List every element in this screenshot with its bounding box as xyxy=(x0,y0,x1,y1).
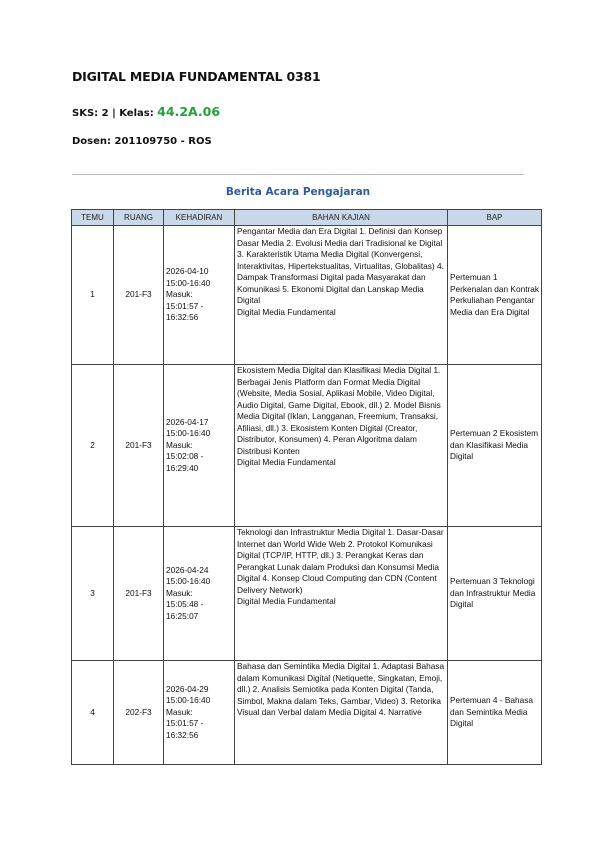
column-header-ruang: RUANG xyxy=(114,210,164,226)
kehadiran-start: 15:01:57 - xyxy=(166,300,204,311)
cell-kehadiran xyxy=(164,527,235,661)
cell-ruang: 201-F3 xyxy=(114,226,164,365)
table-row xyxy=(72,661,542,765)
section-title: Berita Acara Pengajaran xyxy=(225,186,371,198)
kehadiran-masuk-label: Masuk: xyxy=(166,289,193,300)
cell-ruang: 201-F3 xyxy=(114,365,164,527)
kehadiran-time: 15:00-16:40 xyxy=(166,695,211,706)
kehadiran-date: 2026-04-29 xyxy=(166,683,209,694)
bahan-text: Pengantar Media dan Era Digital 1. Definisi dan Konsep Dasar Media 2. Evolusi Media dari Tradisional ke Digital 3. Karakteristik Utama Media Digital (Konvergensi, Interaktivitas, Hipertekstualitas, Virtualitas, Globalitas) 4. Dampak Transformasi Digital pada Masyarakat dan Komunikasi 5. Ekonomi Digital dan Lanskap Media Digital xyxy=(237,226,444,305)
sks-kelas-line xyxy=(72,104,220,119)
cell-ruang: 201-F3 xyxy=(114,527,164,661)
kehadiran-end: 16:29:40 xyxy=(166,462,199,473)
bahan-text: Bahasa dan Semintika Media Digital 1. Adaptasi Bahasa dalam Komunikasi Digital (Netiquette, Singkatan, Emoji, dll.) 2. Analisis Semiotika pada Konten Digital (Tanda, Simbol, Makna dalam Teks, Gambar, Video) 3. Retorika Visual dan Verbal dalam Media Digital 4. Narrative xyxy=(237,661,445,717)
cell-bap: Pertemuan 2 Ekosistem dan Klasifikasi Media Digital xyxy=(448,365,542,527)
cell-bahan-kajian xyxy=(235,226,448,365)
bahan-subtitle: Digital Media Fundamental xyxy=(237,596,336,606)
cell-ruang: 202-F3 xyxy=(114,661,164,765)
kehadiran-masuk-label: Masuk: xyxy=(166,706,193,717)
kehadiran-end: 16:32:56 xyxy=(166,729,199,740)
table-row xyxy=(72,527,542,661)
kehadiran-date: 2026-04-17 xyxy=(166,416,209,427)
divider xyxy=(72,174,524,175)
kehadiran-start: 15:05:48 - xyxy=(166,599,204,610)
cell-temu: 2 xyxy=(72,365,114,527)
kehadiran-start: 15:02:08 - xyxy=(166,451,204,462)
bahan-text: Ekosistem Media Digital dan Klasifikasi Media Digital 1. Berbagai Jenis Platform dan Format Media Digital (Website, Media Sosial, Aplikasi Mobile, Video Digital, Audio Digital, Game Digital, Ebook, dll.) 2. Model Bisnis Media Digital (Iklan, Langganan, Freemium, Transaksi, Afiliasi, dll.) 3. Ekosistem Konten Digital (Creator, Distributor, Konsumen) 4. Peran Algoritma dalam Distribusi Konten xyxy=(237,365,441,456)
cell-bap: Pertemuan 3 Teknologi dan Infrastruktur Media Digital xyxy=(448,527,542,661)
sks-label: SKS: 2 | Kelas: xyxy=(72,108,158,119)
kehadiran-start: 15:01:57 - xyxy=(166,718,204,729)
course-title: DIGITAL MEDIA FUNDAMENTAL 0381 xyxy=(72,69,321,84)
cell-kehadiran xyxy=(164,365,235,527)
cell-bahan-kajian xyxy=(235,661,448,765)
kehadiran-masuk-label: Masuk: xyxy=(166,439,193,450)
cell-bahan-kajian xyxy=(235,365,448,527)
kelas-value: 44.2A.06 xyxy=(157,104,221,119)
cell-bap: Pertemuan 4 - Bahasa dan Semintika Media Digital xyxy=(448,661,542,765)
column-header-temu: TEMU xyxy=(72,210,114,226)
kehadiran-end: 16:32:56 xyxy=(166,312,199,323)
cell-temu: 3 xyxy=(72,527,114,661)
kehadiran-date: 2026-04-24 xyxy=(166,564,209,575)
kehadiran-time: 15:00-16:40 xyxy=(166,576,211,587)
cell-temu: 4 xyxy=(72,661,114,765)
table-row xyxy=(72,365,542,527)
cell-kehadiran xyxy=(164,661,235,765)
cell-bahan-kajian xyxy=(235,527,448,661)
dosen-line: Dosen: 201109750 - ROS xyxy=(72,136,212,147)
table-row xyxy=(72,226,542,365)
cell-bap: Pertemuan 1 Perkenalan dan Kontrak Perkuliahan Pengantar Media dan Era Digital xyxy=(448,226,542,365)
kehadiran-end: 16:25:07 xyxy=(166,610,199,621)
column-header-bap: BAP xyxy=(448,210,542,226)
kehadiran-time: 15:00-16:40 xyxy=(166,277,211,288)
cell-temu: 1 xyxy=(72,226,114,365)
kehadiran-time: 15:00-16:40 xyxy=(166,428,211,439)
kehadiran-masuk-label: Masuk: xyxy=(166,587,193,598)
bahan-text: Teknologi dan Infrastruktur Media Digital 1. Dasar-Dasar Internet dan World Wide Web 2. Protokol Komunikasi Digital (TCP/IP, HTTP, dll.) 3. Perangkat Keras dan Perangkat Lunak dalam Produksi dan Konsumsi Media Digital 4. Konsep Cloud Computing dan CDN (Content Delivery Network) xyxy=(237,527,444,595)
bap-table xyxy=(71,209,542,765)
kehadiran-date: 2026-04-10 xyxy=(166,266,209,277)
table-header-row xyxy=(72,210,542,226)
bahan-subtitle: Digital Media Fundamental xyxy=(237,306,336,317)
column-header-kehadiran: KEHADIRAN xyxy=(164,210,235,226)
column-header-bahan-kajian: BAHAN KAJIAN xyxy=(235,210,448,226)
cell-kehadiran xyxy=(164,226,235,365)
bahan-subtitle: Digital Media Fundamental xyxy=(237,457,336,467)
